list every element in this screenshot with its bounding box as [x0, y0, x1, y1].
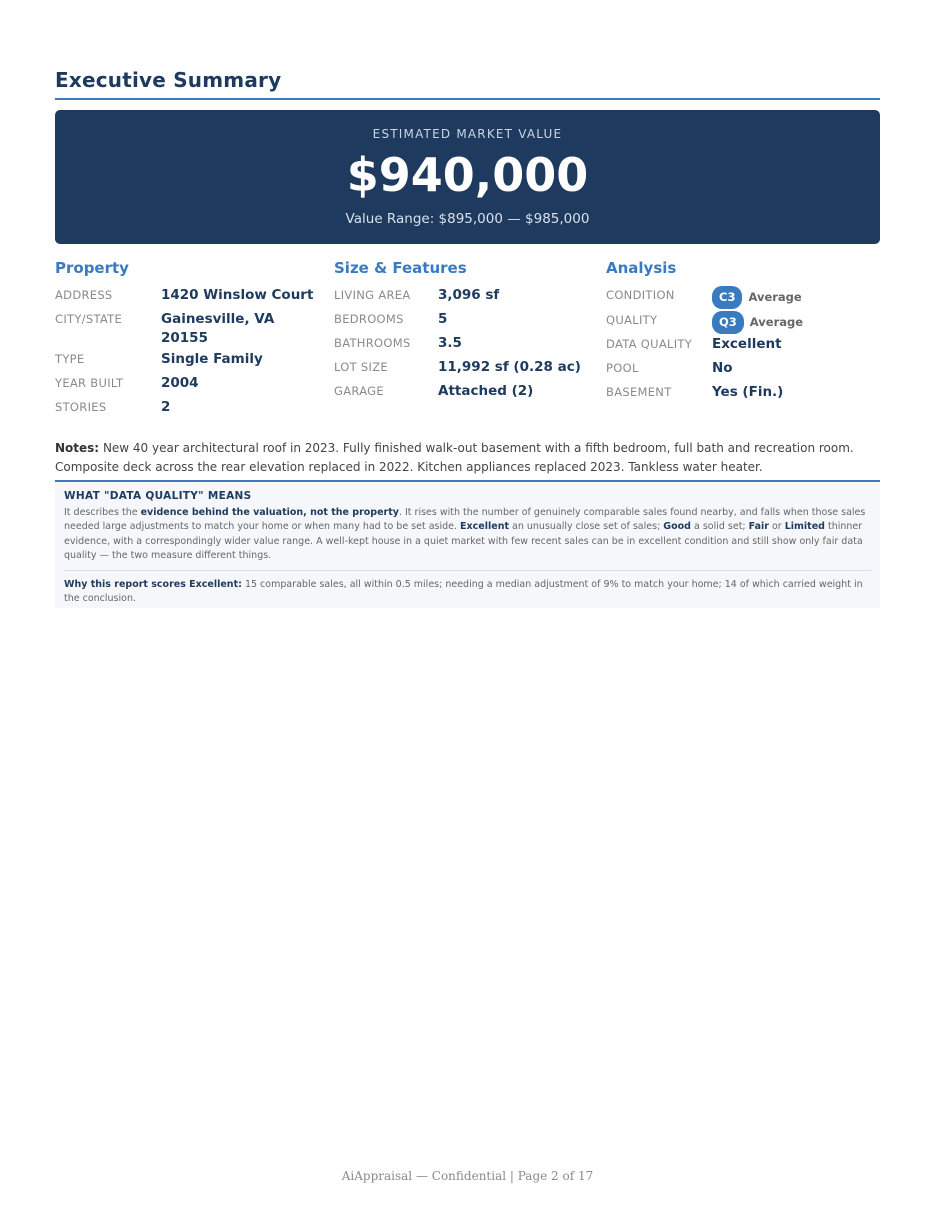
property-row [55, 374, 321, 398]
analysis-heading: Analysis [606, 259, 677, 277]
notes [55, 439, 880, 476]
analysis-row [606, 335, 872, 359]
field-value: 2004 [161, 375, 199, 391]
quality-badge: Q3 [712, 311, 744, 334]
property-heading: Property [55, 259, 129, 277]
field-value: 5 [438, 311, 448, 327]
property-row [55, 310, 321, 348]
field-value: 1420 Winslow Court [161, 287, 314, 303]
field-value: No [712, 360, 733, 376]
field-label: CITY/STATE [55, 312, 123, 326]
analysis-row [606, 311, 872, 335]
analysis-column [606, 259, 872, 407]
condition-badge: C3 [712, 286, 742, 309]
condition-value [712, 286, 872, 309]
field-value: 11,992 sf (0.28 ac) [438, 359, 581, 375]
property-row [55, 286, 321, 310]
field-label: YEAR BUILT [55, 376, 124, 390]
value-range: Value Range: $895,000 — $985,000 [345, 211, 590, 227]
field-value: 2 [161, 399, 171, 415]
field-label: LOT SIZE [334, 360, 388, 374]
quality-value [712, 311, 872, 334]
analysis-row [606, 383, 872, 407]
features-column [334, 259, 598, 406]
field-label: CONDITION [606, 288, 675, 302]
property-column [55, 259, 321, 422]
field-label: STORIES [55, 400, 107, 414]
condition-text: Average [748, 290, 802, 304]
market-value-banner [55, 110, 880, 244]
field-value: Attached (2) [438, 383, 534, 399]
field-value: 3.5 [438, 335, 462, 351]
page-footer: AiAppraisal — Confidential | Page 2 of 17 [341, 1169, 594, 1183]
field-value: Gainesville, VA 20155 [161, 311, 275, 346]
analysis-row [606, 359, 872, 383]
field-label: ADDRESS [55, 288, 113, 302]
field-label: GARAGE [334, 384, 384, 398]
field-value: Excellent [712, 336, 782, 352]
analysis-row [606, 286, 872, 310]
field-value: Yes (Fin.) [712, 384, 784, 400]
features-row [334, 358, 598, 382]
field-label: POOL [606, 361, 639, 375]
value-amount: $940,000 [346, 148, 589, 202]
notes-text: New 40 year architectural roof in 2023. Fully finished walk-out basement with a fifth bedroom, full bath and recreation room. Composite deck across the rear elevation replaced in 2022. Kitchen appliances replaced 2023. Tankless water heater. [55, 441, 854, 474]
features-row [334, 286, 598, 310]
data-quality-score-explanation: Why this report scores Excellent: 15 comparable sales, all within 0.5 miles; needing a median adjustment of 9% to match your home; 14 of which carried weight in the conclusion. [64, 578, 863, 605]
data-quality-title: WHAT "DATA QUALITY" MEANS [64, 490, 252, 502]
title-divider [55, 98, 880, 100]
property-row [55, 350, 321, 374]
property-row [55, 398, 321, 422]
field-label: DATA QUALITY [606, 337, 693, 351]
field-value: 3,096 sf [438, 287, 500, 303]
quality-text: Average [749, 315, 804, 329]
field-value: Single Family [161, 351, 263, 367]
data-quality-box [55, 480, 880, 608]
notes-label: Notes: [55, 441, 100, 455]
features-row [334, 382, 598, 406]
data-quality-description: It describes the evidence behind the valuation, not the property. It rises with the number of genuinely comparable sales found nearby, and falls when those sales needed large adjustments to match your home or when many had to be set aside. Excellent an unusually close set of sales; Good a solid set; Fair or Limited thinner evidence, with a correspondingly wider value range. A well-kept house in a quiet market with few recent sales can be in excellent condition and still show only fair data quality — the two measure different things. [64, 507, 866, 562]
section-title: Executive Summary [55, 68, 282, 92]
field-label: TYPE [55, 352, 85, 366]
field-label: BASEMENT [606, 385, 672, 399]
data-quality-divider [64, 570, 871, 571]
field-label: QUALITY [606, 313, 658, 327]
features-row [334, 334, 598, 358]
field-label: BATHROOMS [334, 336, 411, 350]
features-heading: Size & Features [334, 259, 467, 277]
value-label: ESTIMATED MARKET VALUE [372, 127, 563, 141]
features-row [334, 310, 598, 334]
field-label: BEDROOMS [334, 312, 404, 326]
field-label: LIVING AREA [334, 288, 411, 302]
